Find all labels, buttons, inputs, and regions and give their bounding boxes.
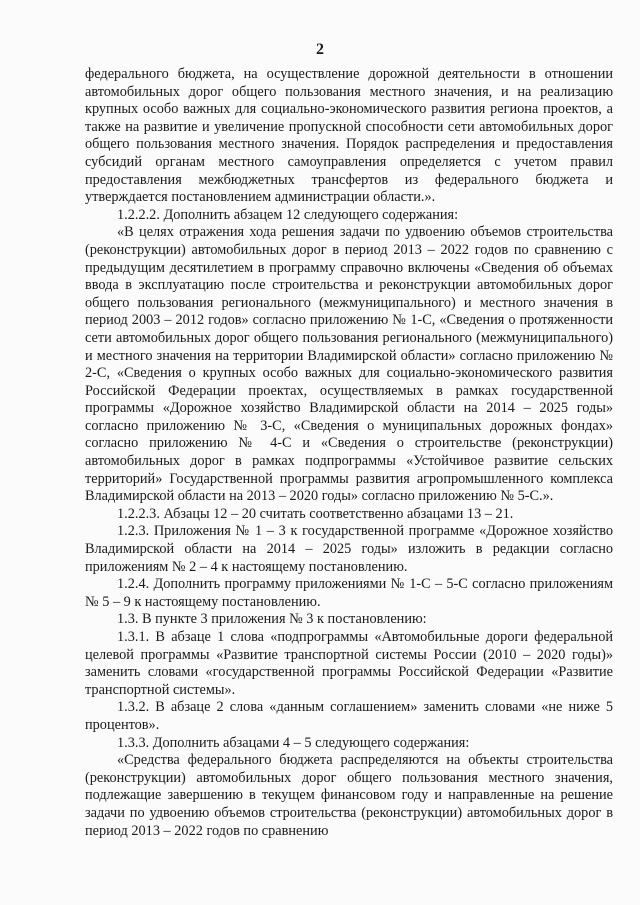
paragraph: 1.2.2.3. Абзацы 12 – 20 считать соответственно абзацами 13 – 21. (117, 505, 514, 522)
page-number: 2 (316, 41, 324, 58)
paragraph: 1.2.4. Дополнить программу приложениями № 1-С – 5-С согласно приложениям № 5 – 9 к настоящему постановлению. (85, 576, 613, 610)
paragraph: «Средства федерального бюджета распределяются на объекты строительства (реконструкции) автомобильных дорог общего пользования местного значения, подлежащие завершению в текущем финансовом году и направленные на решение задачи по удвоению объемов строительства (реконструкции) автомобильных дорог в период 2013 – 2022 годов по сравнению (85, 752, 613, 839)
paragraph: 1.3.2. В абзаце 2 слова «данным соглашением» заменить словами «не ниже 5 процентов». (85, 699, 613, 733)
paragraph: «В целях отражения хода решения задачи по удвоению объемов строительства (реконструкции) автомобильных дорог в период 2013 – 2022 годов по сравнению с предыдущим десятилетием в программу справочно включены «Сведения об объемах ввода в эксплуатацию после строительства и реконструкции автомобильных дорог общего пользования регионального (межмуниципального) и местного значения в период 2003 – 2012 годов» согласно приложению № 1-С, «Сведения о протяженности сети автомобильных дорог общего пользования регионального (межмуниципального) и местного значения на территории Владимирской области» согласно приложению № 2-С, «Сведения о крупных особо важных для социально-экономического развития Российской Федерации проектах, осуществляемых в рамках государственной программы «Дорожное хозяйство Владимирской области на 2014 – 2025 годы» согласно приложению № 3-С, «Сведения о муниципальных дорожных фондах» согласно приложению № 4-С и «Сведения о строительстве (реконструкции) автомобильных дорог в рамках подпрограммы «Устойчивое развитие сельских территорий» Государственной программы развития агропромышленного комплекса Владимирской области на 2013 – 2020 годы» согласно приложению № 5-С.». (85, 224, 613, 505)
document-body (85, 66, 613, 840)
paragraph: федерального бюджета, на осуществление дорожной деятельности в отношении автомобильных дорог общего пользования местного значения, и на реализацию крупных особо важных для социально-экономического развития региона проектов, а также на развитие и увеличение пропускной способности сети автомобильных дорог общего пользования местного значения. Порядок распределения и предоставления субсидий органам местного самоуправления определяется с учетом правил предоставления межбюджетных трансфертов из федерального бюджета и утверждается постановлением администрации области.». (85, 66, 613, 206)
paragraph: 1.2.2.2. Дополнить абзацем 12 следующего содержания: (117, 206, 459, 223)
paragraph: 1.3.1. В абзаце 1 слова «подпрограммы «Автомобильные дороги федеральной целевой программы «Развитие транспортной системы России (2010 – 2020 годы)» заменить словами «государственной программы Российской Федерации «Развитие транспортной системы». (85, 629, 613, 698)
paragraph: 1.3.3. Дополнить абзацами 4 – 5 следующего содержания: (117, 734, 470, 751)
paragraph: 1.2.3. Приложения № 1 – 3 к государственной программе «Дорожное хозяйство Владимирской области на 2014 – 2025 годы» изложить в редакции согласно приложениям № 2 – 4 к настоящему постановлению. (85, 523, 613, 575)
paragraph: 1.3. В пункте 3 приложения № 3 к постановлению: (117, 611, 427, 628)
